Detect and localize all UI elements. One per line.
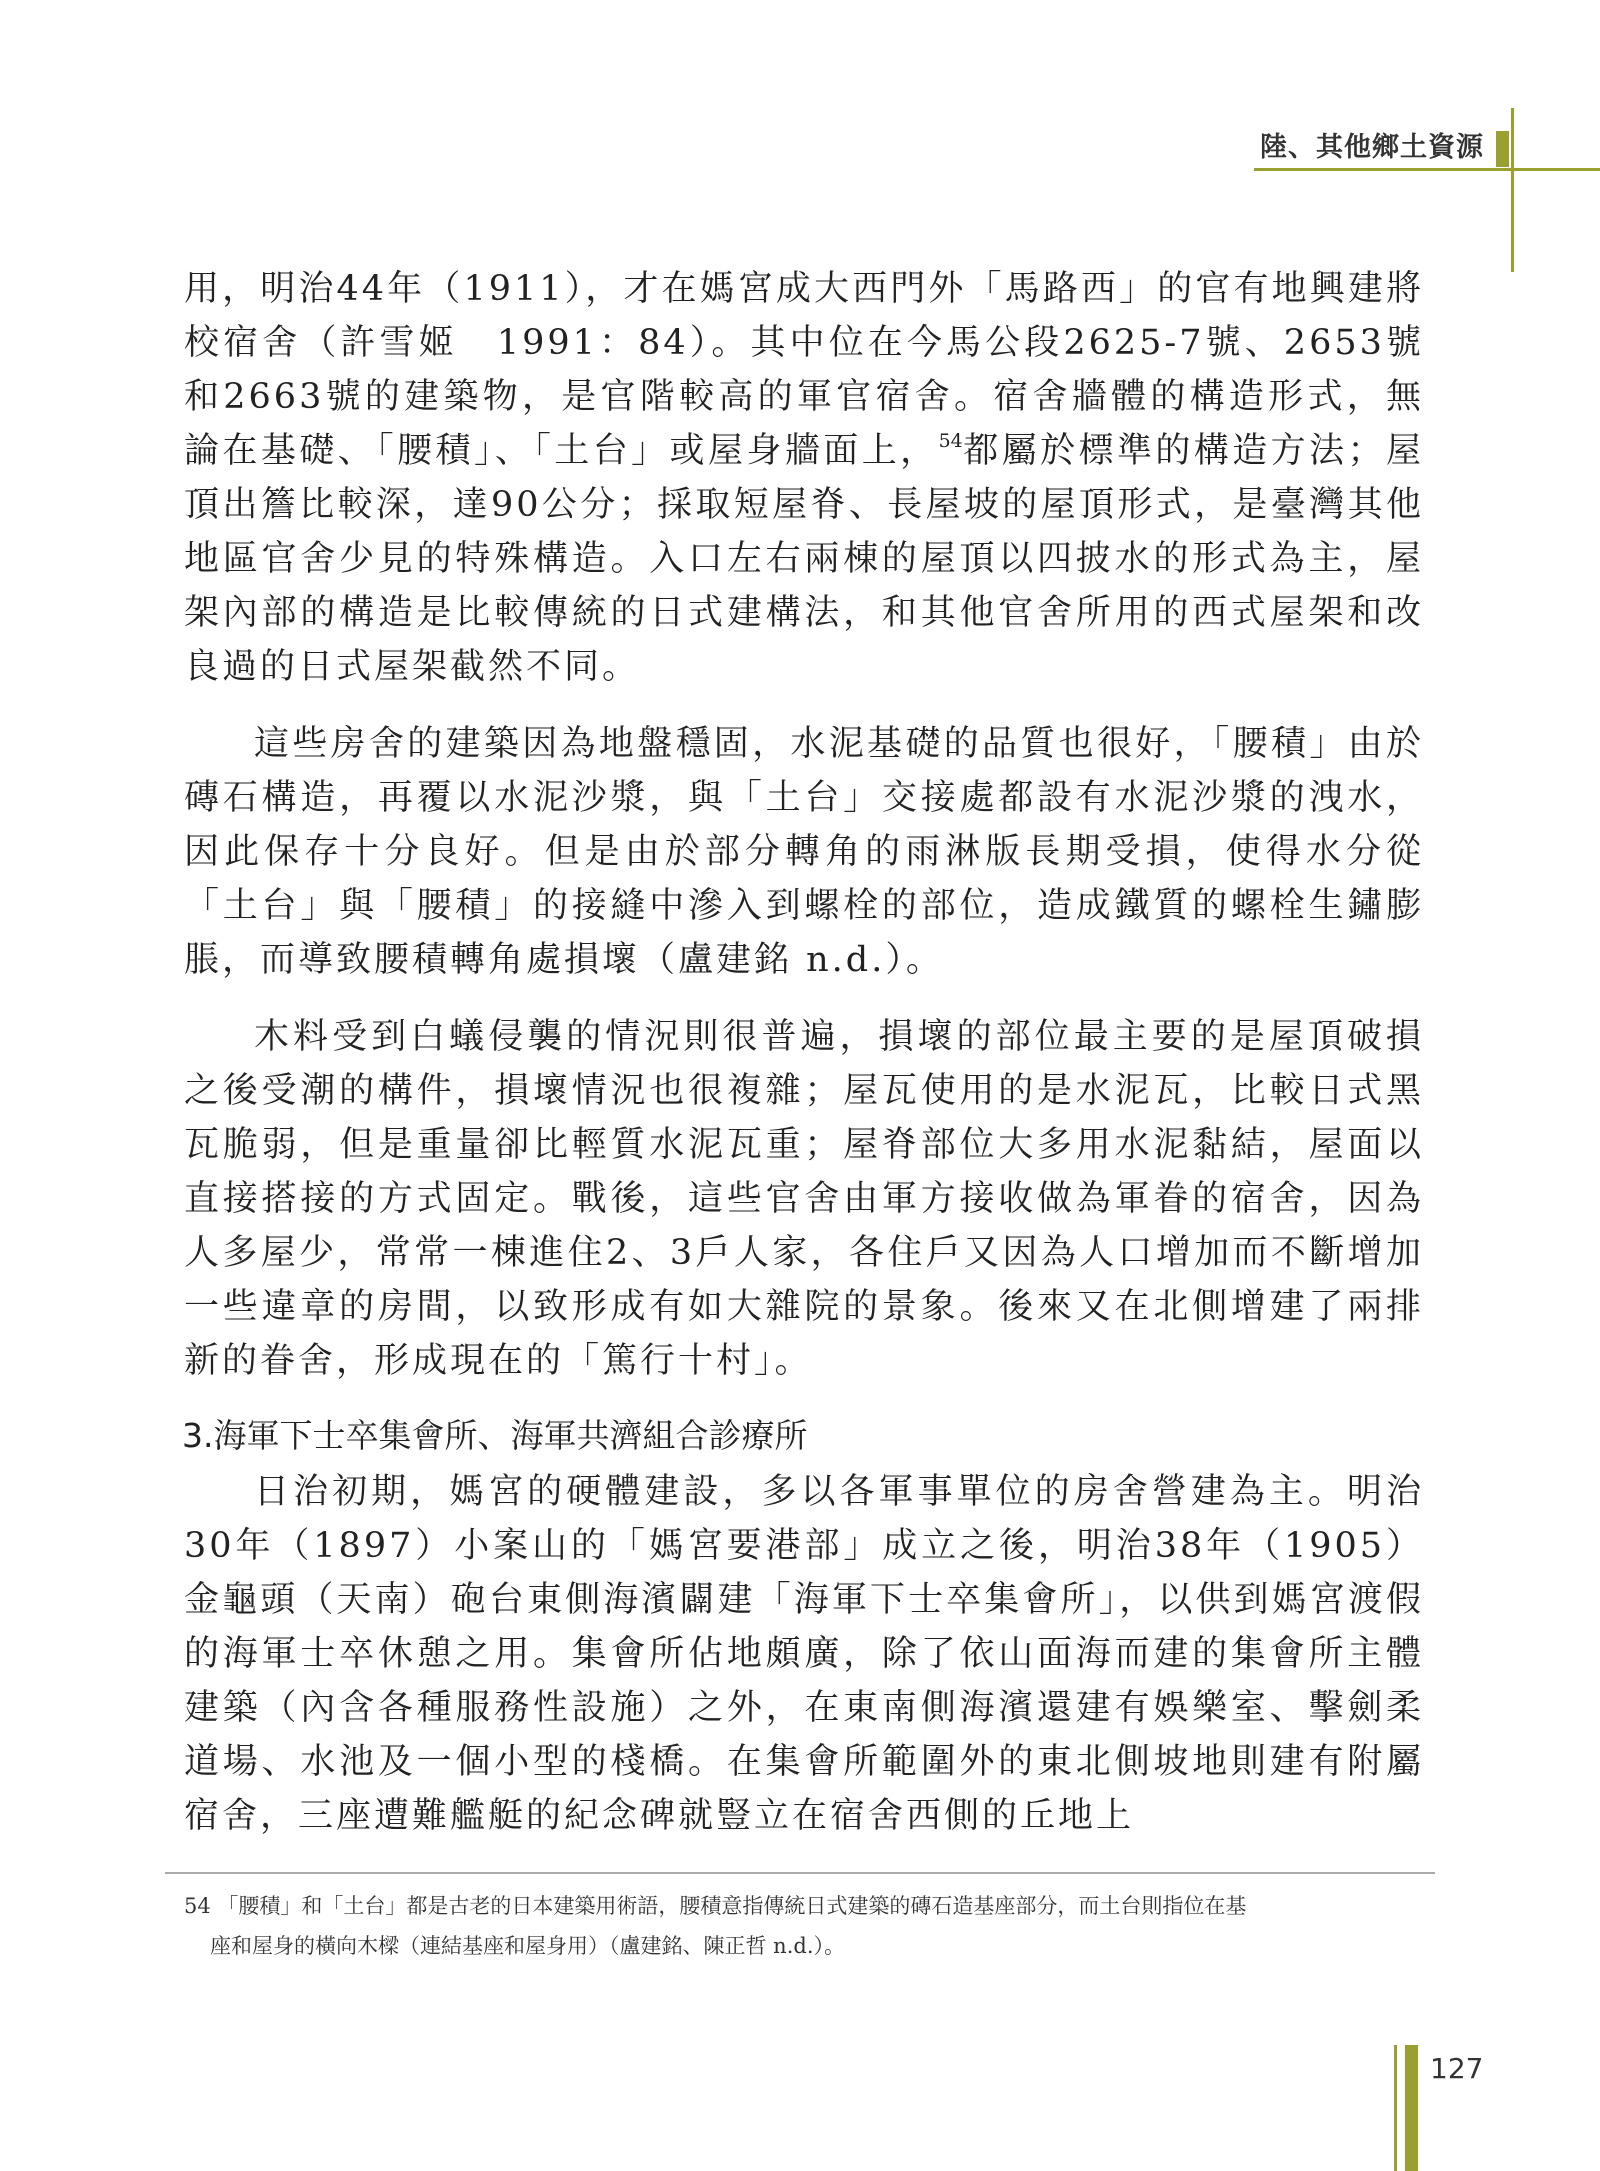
footnote-line-1: 「腰積」和「土台」都是古老的日本建築用術語，腰積意指傳統日式建築的磚石造基座部分，而土台則指位在基 <box>217 1894 1247 1918</box>
footnote-ref[interactable]: 54 <box>938 430 963 452</box>
body-text <box>184 262 1424 1866</box>
paragraph-3: 木料受到白蟻侵襲的情況則很普遍，損壞的部位最主要的是屋頂破損之後受潮的構件，損壞情況也很複雜；屋瓦使用的是水泥瓦，比較日式黑瓦脆弱，但是重量卻比輕質水泥瓦重；屋脊部位大多用水泥黏結，屋面以直接搭接的方式固定。戰後，這些官舍由軍方接收做為軍眷的宿舍，因為人多屋少，常常一棟進住2、3戶人家，各住戶又因為人口增加而不斷增加一些違章的房間，以致形成有如大雜院的景象。後來又在北側增建了兩排新的眷舍，形成現在的「篤行十村」。 <box>184 1017 1424 1381</box>
page-number-rule-thin <box>1394 2045 1397 2171</box>
footnote-line-2: 座和屋身的橫向木樑（連結基座和屋身用）（盧建銘、陳正哲 n.d.）。 <box>210 1934 845 1958</box>
footnote-number: 54 <box>184 1894 211 1918</box>
header-vertical-rule <box>1511 108 1514 272</box>
section-heading: 3.海軍下士卒集會所、海軍共濟組合診療所 <box>182 1416 808 1455</box>
header-horizontal-rule <box>1254 168 1600 171</box>
paragraph-1: 用，明治44年（1911），才在媽宮成大西門外「馬路西」的官有地興建將校宿舍（許雪姬 1991：84）。其中位在今馬公段2625-7號、2653號和2663號的建築物，是官階較高的軍官宿舍。宿舍牆體的構造形式，無論在基礎、「腰積」、「土台」或屋身牆面上，$^{54}$都屬於標準的構造方法；屋頂出簷比較深，達90公分；採取短屋脊、長屋坡的屋頂形式，是臺灣其他地區官舍少見的特殊構造。入口左右兩棟的屋頂以四披水的形式為主，屋架內部的構造是比較傳統的日式建構法，和其他官舍所用的西式屋架和改良過的日式屋架截然不同。 <box>184 269 1424 687</box>
footnote-divider <box>165 1872 1435 1874</box>
paragraph-4: 日治初期，媽宮的硬體建設，多以各軍事單位的房舍營建為主。明治30年（1897）小案山的「媽宮要港部」成立之後，明治38年（1905）金龜頭（天南）砲台東側海濱闢建「海軍下士卒集會所」，以供到媽宮渡假的海軍士卒休憩之用。集會所佔地頗廣，除了依山面海而建的集會所主體建築（內含各種服務性設施）之外，在東南側海濱還建有娛樂室、擊劍柔道場、水池及一個小型的棧橋。在集會所範圍外的東北側坡地則建有附屬宿舍，三座遭難艦艇的紀念碑就豎立在宿舍西側的丘地上 <box>184 1472 1424 1836</box>
footnote <box>184 1886 1424 1966</box>
chapter-title: 陸、其他鄉土資源 <box>1260 132 1484 163</box>
header-accent-block <box>1496 131 1509 167</box>
page-number-rule-thick <box>1405 2045 1418 2171</box>
page-number: 127 <box>1430 2052 1484 2085</box>
paragraph-2: 這些房舍的建築因為地盤穩固，水泥基礎的品質也很好，「腰積」由於磚石構造，再覆以水泥沙漿，與「土台」交接處都設有水泥沙漿的洩水，因此保存十分良好。但是由於部分轉角的雨淋版長期受損，使得水分從「土台」與「腰積」的接縫中滲入到螺栓的部位，造成鐵質的螺栓生鏽膨脹，而導致腰積轉角處損壞（盧建銘 n.d.）。 <box>184 724 1424 980</box>
